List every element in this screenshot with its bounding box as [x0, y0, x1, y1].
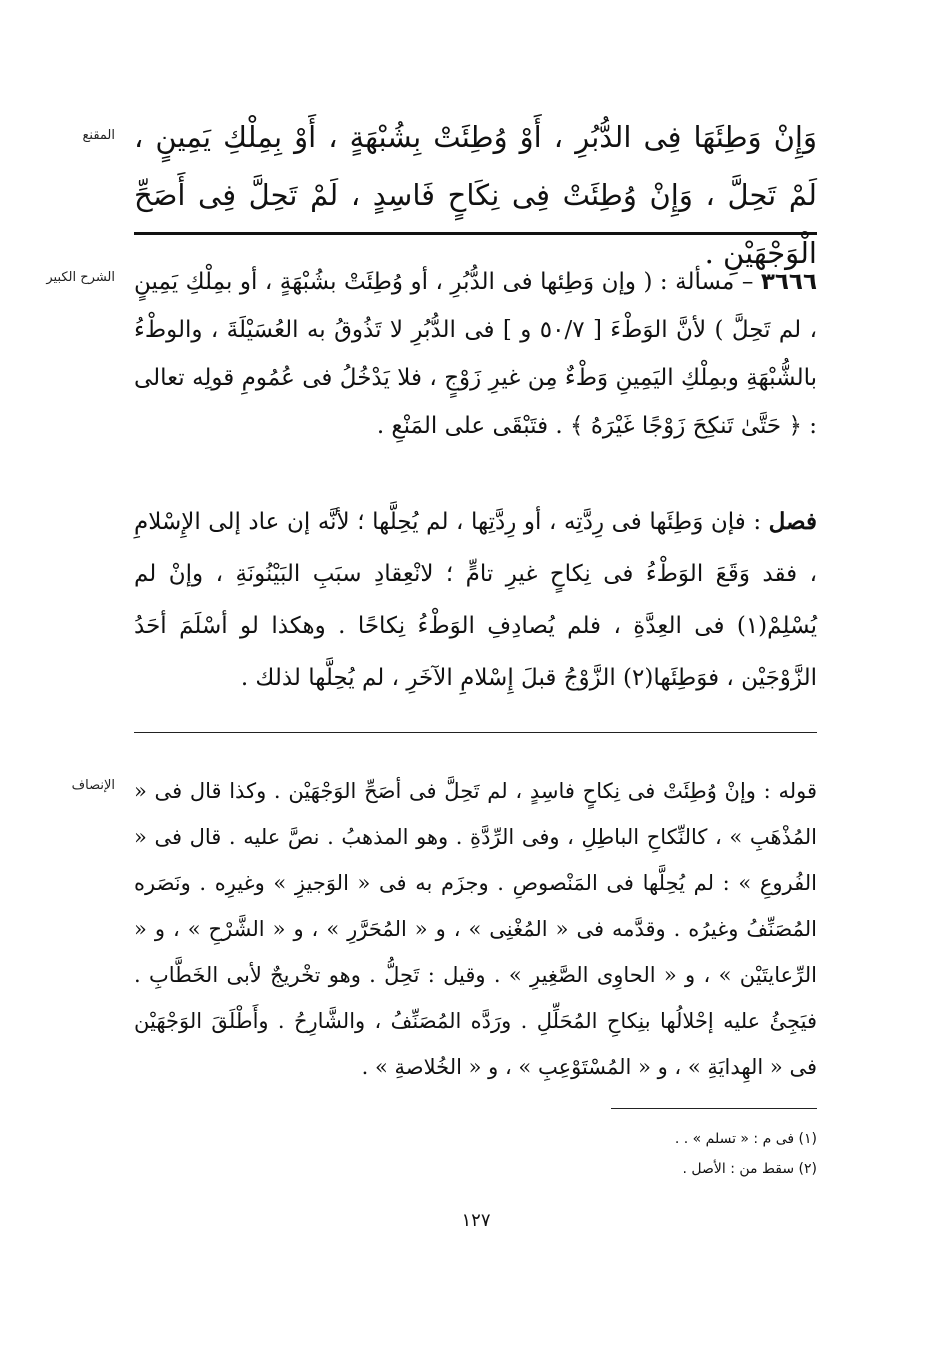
footnote-divider	[611, 1108, 817, 1109]
issue-number: ٣٦٦٦	[760, 269, 817, 295]
section-divider-thick	[134, 232, 817, 235]
section-divider-thin	[134, 732, 817, 733]
muqni-section-label: المقنع	[82, 128, 115, 143]
fasl-heading: فصل	[768, 508, 817, 535]
sharh-text: – مسألة : ( وإن وَطِئها فى الدُّبُرِ ، أو وُطِئَتْ بشُبْهَةٍ ، أو بمِلْكِ يَمِينٍ ، لم تَحِلَّ ) لأنَّ الوَطْءَ [ ٥٠/٧ و ] فى الدُّبُرِ لا تَذُوقُ به العُسَيْلَةَ ، والوطْءُ بالشُّبْهَةِ وبمِلْكِ اليَمِينِ وَطْءٌ مِن غيرِ زَوْجٍ ، فلا يَدْخُلُ فى عُمُومِ قولِه تعالى : ﴿ حَتَّىٰ تَنكِحَ زَوْجًا غَيْرَهُ ﴾ . فتَبْقَى على المَنْعِ .	[134, 269, 817, 439]
footnote-1: (١) فى م : « تسلم » . .	[674, 1131, 817, 1147]
footnotes	[317, 1124, 817, 1184]
page-number: ١٢٧	[461, 1210, 491, 1231]
insaf-section-label: الإنصاف	[71, 778, 115, 793]
muqni-text: وَإِنْ وَطِئَهَا فِى الدُّبُرِ ، أَوْ وُطِئَتْ بِشُبْهَةٍ ، أَوْ بِمِلْكِ يَمِينٍ ، لَمْ تَحِلَّ ، وَإِنْ وُطِئَتْ فِى نِكَاحٍ فَاسِدٍ ، لَمْ تَحِلَّ فِى أَصَحِّ الْوَجْهَيْنِ .	[134, 120, 817, 270]
sharh-paragraph	[134, 258, 817, 450]
fasl-text: : فإن وَطِئَها فى رِدَّتِه ، أو رِدَّتِها ، لم يُحِلَّها ؛ لأنَّه إن عاد إلى الإِسْلامِ ، فقد وَقَعَ الوَطْءُ فى نِكاحٍ غيرِ تامٍّ ؛ لانْعِقادِ سبَبِ البَيْنُونَةِ ، وإنْ لم يُسْلِمْ(١) فى العِدَّةِ ، فلم يُصادِفِ الوَطْءُ نِكاحًا . وهكذا لو أسْلَمَ أحَدُ الزَّوْجَيْن ، فوَطِئَها(٢) الزَّوْجُ قبلَ إِسْلامِ الآخَرِ ، لم يُحِلَّها لذلك .	[134, 509, 817, 691]
fasl-paragraph	[134, 496, 817, 704]
footnote-2: (٢) سقط من : الأصل .	[682, 1161, 817, 1177]
sharh-section-label: الشرح الكبير	[46, 270, 115, 285]
insaf-text: قوله : وإنْ وُطِئَتْ فى نِكاحٍ فاسِدٍ ، لم تَحِلَّ فى أصَحِّ الوَجْهَيْن . وكذا قال فى « المُذْهَبِ » ، كالنِّكاحِ الباطِلِ ، وفى الرِّدَّةِ . وهو المذهبُ . نصَّ عليه . قال فى « الفُروعِ » : لم يُحِلَّها فى المَنْصوصِ . وجزَم به فى « الوَجيزِ » وغيرِه . ونَصَره المُصَنِّفُ وغيرُه . وقدَّمه فى « المُغْنِى » ، و « المُحَرَّرِ » ، و « الشَّرْحِ » ، و « الرِّعايتَيْن » ، و « الحاوِى الصَّغِيرِ » . وقيل : تَحِلُّ . وهو تخْريجٌ لأبى الخَطَّابِ . فيَجِئُ عليه إحْلالُها بنِكاحِ المُحَلِّلِ . ورَدَّه المُصَنِّفُ ، والشَّارِحُ . وأَطْلَقَ الوَجْهَيْن فى « الهِدايَةِ » ، و « المُسْتَوْعِبِ » ، و « الخُلاصةِ » .	[134, 779, 817, 1079]
